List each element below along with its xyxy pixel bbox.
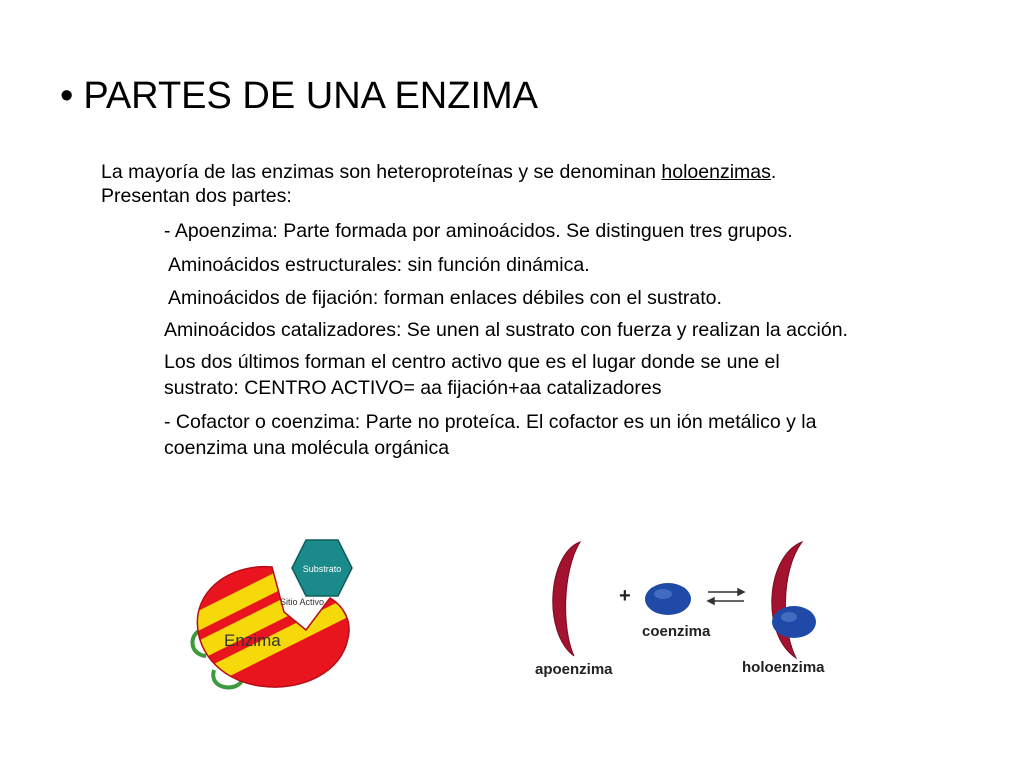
enzyme-label: Enzima xyxy=(224,631,281,650)
holoenzyme-label: holoenzima xyxy=(742,659,825,676)
text-line-cofactor-1: - Cofactor o coenzima: Parte no proteíca. El cofactor es un ión metálico y la xyxy=(164,411,817,433)
holoenzyme-crescent xyxy=(772,542,802,658)
holoenzimas-term: holoenzimas xyxy=(661,161,771,183)
title-text: PARTES DE UNA ENZIMA xyxy=(83,75,538,117)
apoenzyme-label: apoenzima xyxy=(535,661,613,678)
active-site-label: Sitio Activo xyxy=(280,597,325,607)
intro-line xyxy=(101,160,776,184)
text-line-cofactor-2: coenzima una molécula orgánica xyxy=(164,437,450,459)
equilibrium-arrows xyxy=(708,589,744,604)
holoenzyme-figure xyxy=(520,528,870,688)
title-bullet: • xyxy=(60,75,74,117)
slide-title xyxy=(60,72,538,120)
coenzyme-label: coenzima xyxy=(642,623,711,640)
plus-sign: + xyxy=(619,585,631,607)
apoenzyme-crescent xyxy=(553,542,580,656)
text-line-structural: Aminoácidos estructurales: sin función dinámica. xyxy=(168,254,590,276)
holoenzyme-coenzyme xyxy=(772,606,816,638)
coenzyme-molecule xyxy=(645,583,691,615)
text-line-apoenzyme: - Apoenzima: Parte formada por aminoácidos. Se distinguen tres grupos. xyxy=(164,220,793,242)
text-line-binding: Aminoácidos de fijación: forman enlaces débiles con el sustrato. xyxy=(168,287,722,309)
text-line-active-center-1: Los dos últimos forman el centro activo que es el lugar donde se une el xyxy=(164,351,780,373)
substrate-label: Substrato xyxy=(302,564,342,574)
enzyme-figure xyxy=(180,530,380,695)
intro-text: La mayoría de las enzimas son heteroproteínas y se denominan xyxy=(101,161,662,183)
text-line-parts: Presentan dos partes: xyxy=(101,185,292,207)
intro-end: . xyxy=(770,161,777,183)
text-line-active-center-2: sustrato: CENTRO ACTIVO= aa fijación+aa catalizadores xyxy=(164,377,662,399)
text-line-catalytic: Aminoácidos catalizadores: Se unen al sustrato con fuerza y realizan la acción. xyxy=(164,319,848,341)
